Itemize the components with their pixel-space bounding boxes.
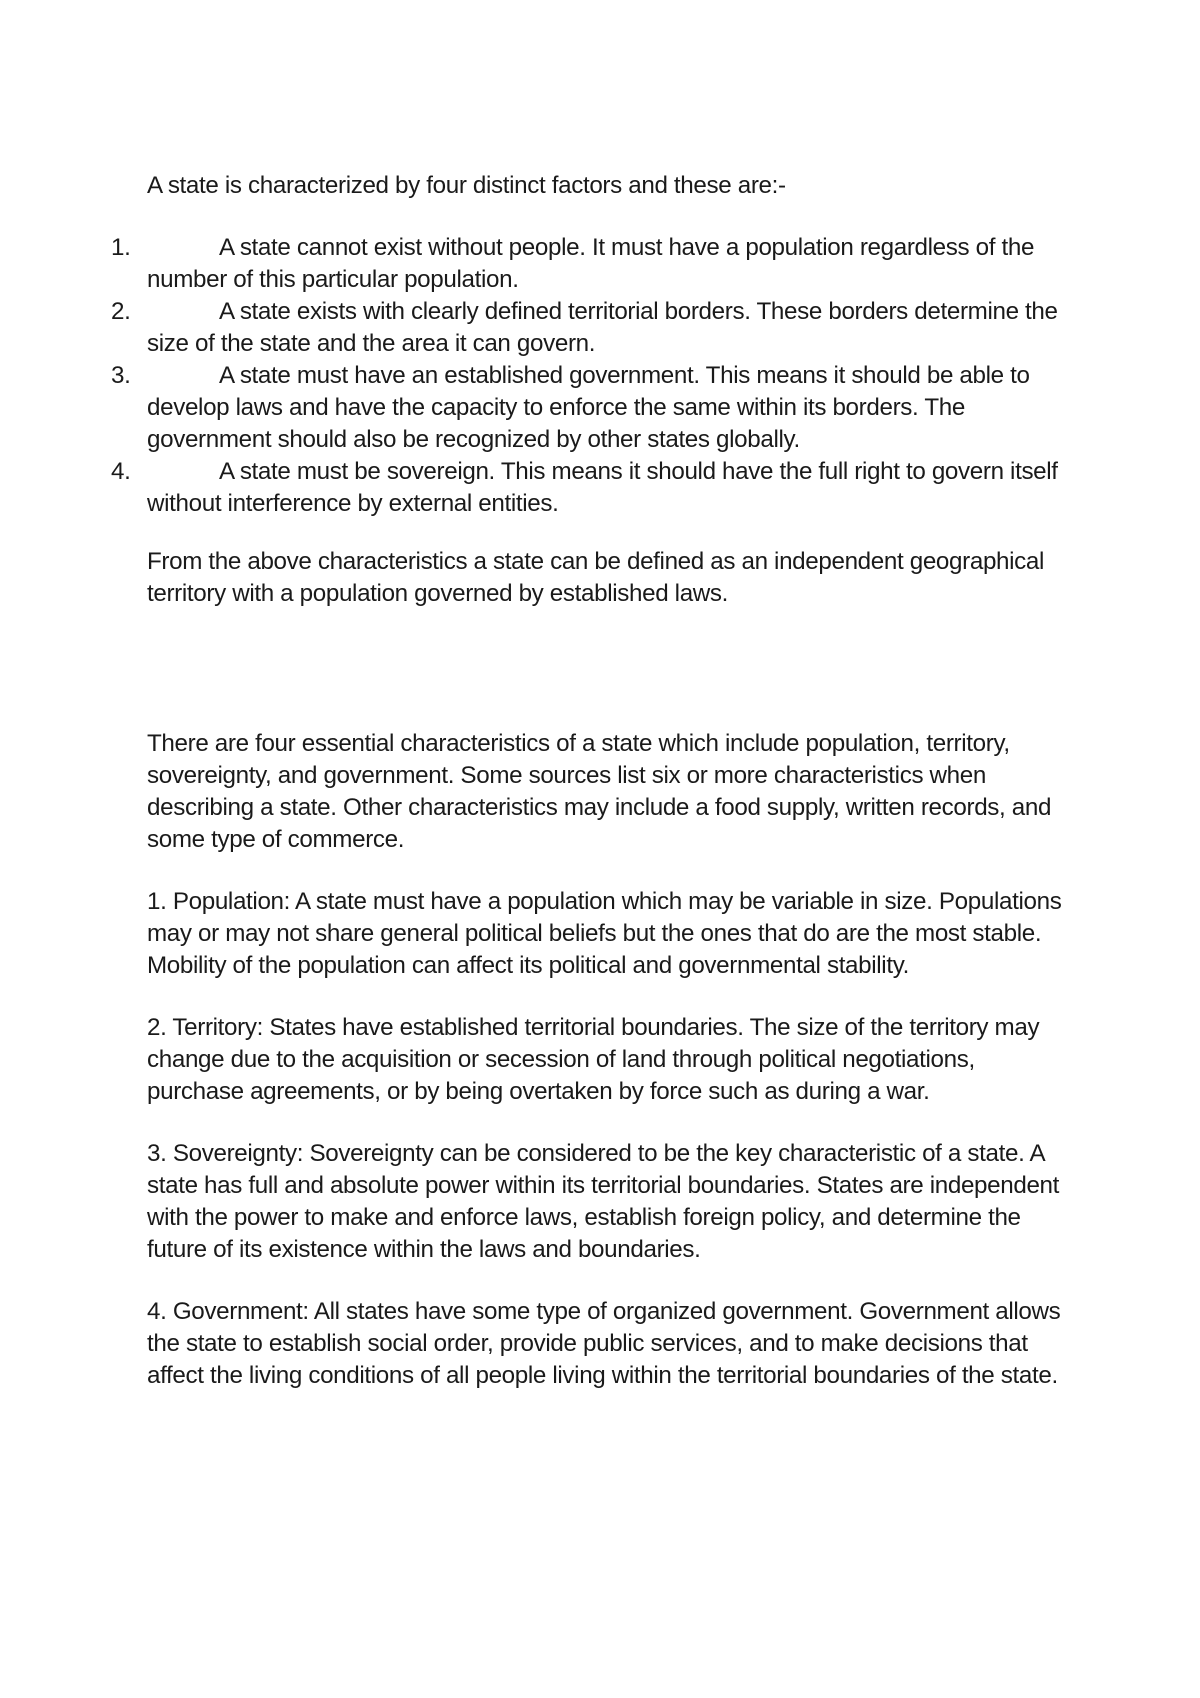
- list-item-number: 1.: [111, 234, 131, 261]
- intro-paragraph: A state is characterized by four distinct factors and these are:-: [147, 172, 786, 199]
- list-item-number: 4.: [111, 458, 131, 485]
- document-body: [111, 170, 1077, 1392]
- list-item-text: A state cannot exist without people. It must have a population regardless of the number of this particular population.: [147, 234, 1035, 293]
- definition-paragraph: From the above characteristics a state can be defined as an independent geographical territory with a population governed by established laws.: [147, 548, 1045, 607]
- characteristic-territory: 2. Territory: States have established territorial boundaries. The size of the territory may change due to the acquisition or secession of land through political negotiations, purchase agreements, or by being overtaken by force such as during a war.: [147, 1014, 1040, 1105]
- list-item: [111, 232, 1077, 296]
- list-item: [111, 456, 1077, 520]
- characteristic-population: 1. Population: A state must have a population which may be variable in size. Populations may or may not share general political beliefs but the ones that do are the most stable. Mobility of the population can affect its political and governmental stability.: [147, 888, 1062, 979]
- list-item-text: A state exists with clearly defined territorial borders. These borders determine the size of the state and the area it can govern.: [147, 298, 1058, 357]
- list-item-number: 3.: [111, 362, 131, 389]
- list-item: [111, 296, 1077, 360]
- factors-list: [111, 232, 1077, 520]
- overview-paragraph: There are four essential characteristics of a state which include population, territory, sovereignty, and government. Some sources list six or more characteristics when describing a state. Other characteristics may include a food supply, written records, and some type of commerce.: [147, 730, 1052, 853]
- characteristic-sovereignty: 3. Sovereignty: Sovereignty can be considered to be the key characteristic of a state. A state has full and absolute power within its territorial boundaries. States are independent with the power to make and enforce laws, establish foreign policy, and determine the future of its existence within the laws and boundaries.: [147, 1140, 1060, 1263]
- characteristic-government: 4. Government: All states have some type of organized government. Government allows the state to establish social order, provide public services, and to make decisions that affect the living conditions of all people living within the territorial boundaries of the state.: [147, 1298, 1061, 1389]
- list-item: [111, 360, 1077, 456]
- list-item-text: A state must have an established government. This means it should be able to develop laws and have the capacity to enforce the same within its borders. The government should also be recognized by other states globally.: [147, 362, 1030, 453]
- list-item-number: 2.: [111, 298, 131, 325]
- list-item-text: A state must be sovereign. This means it should have the full right to govern itself without interference by external entities.: [147, 458, 1058, 517]
